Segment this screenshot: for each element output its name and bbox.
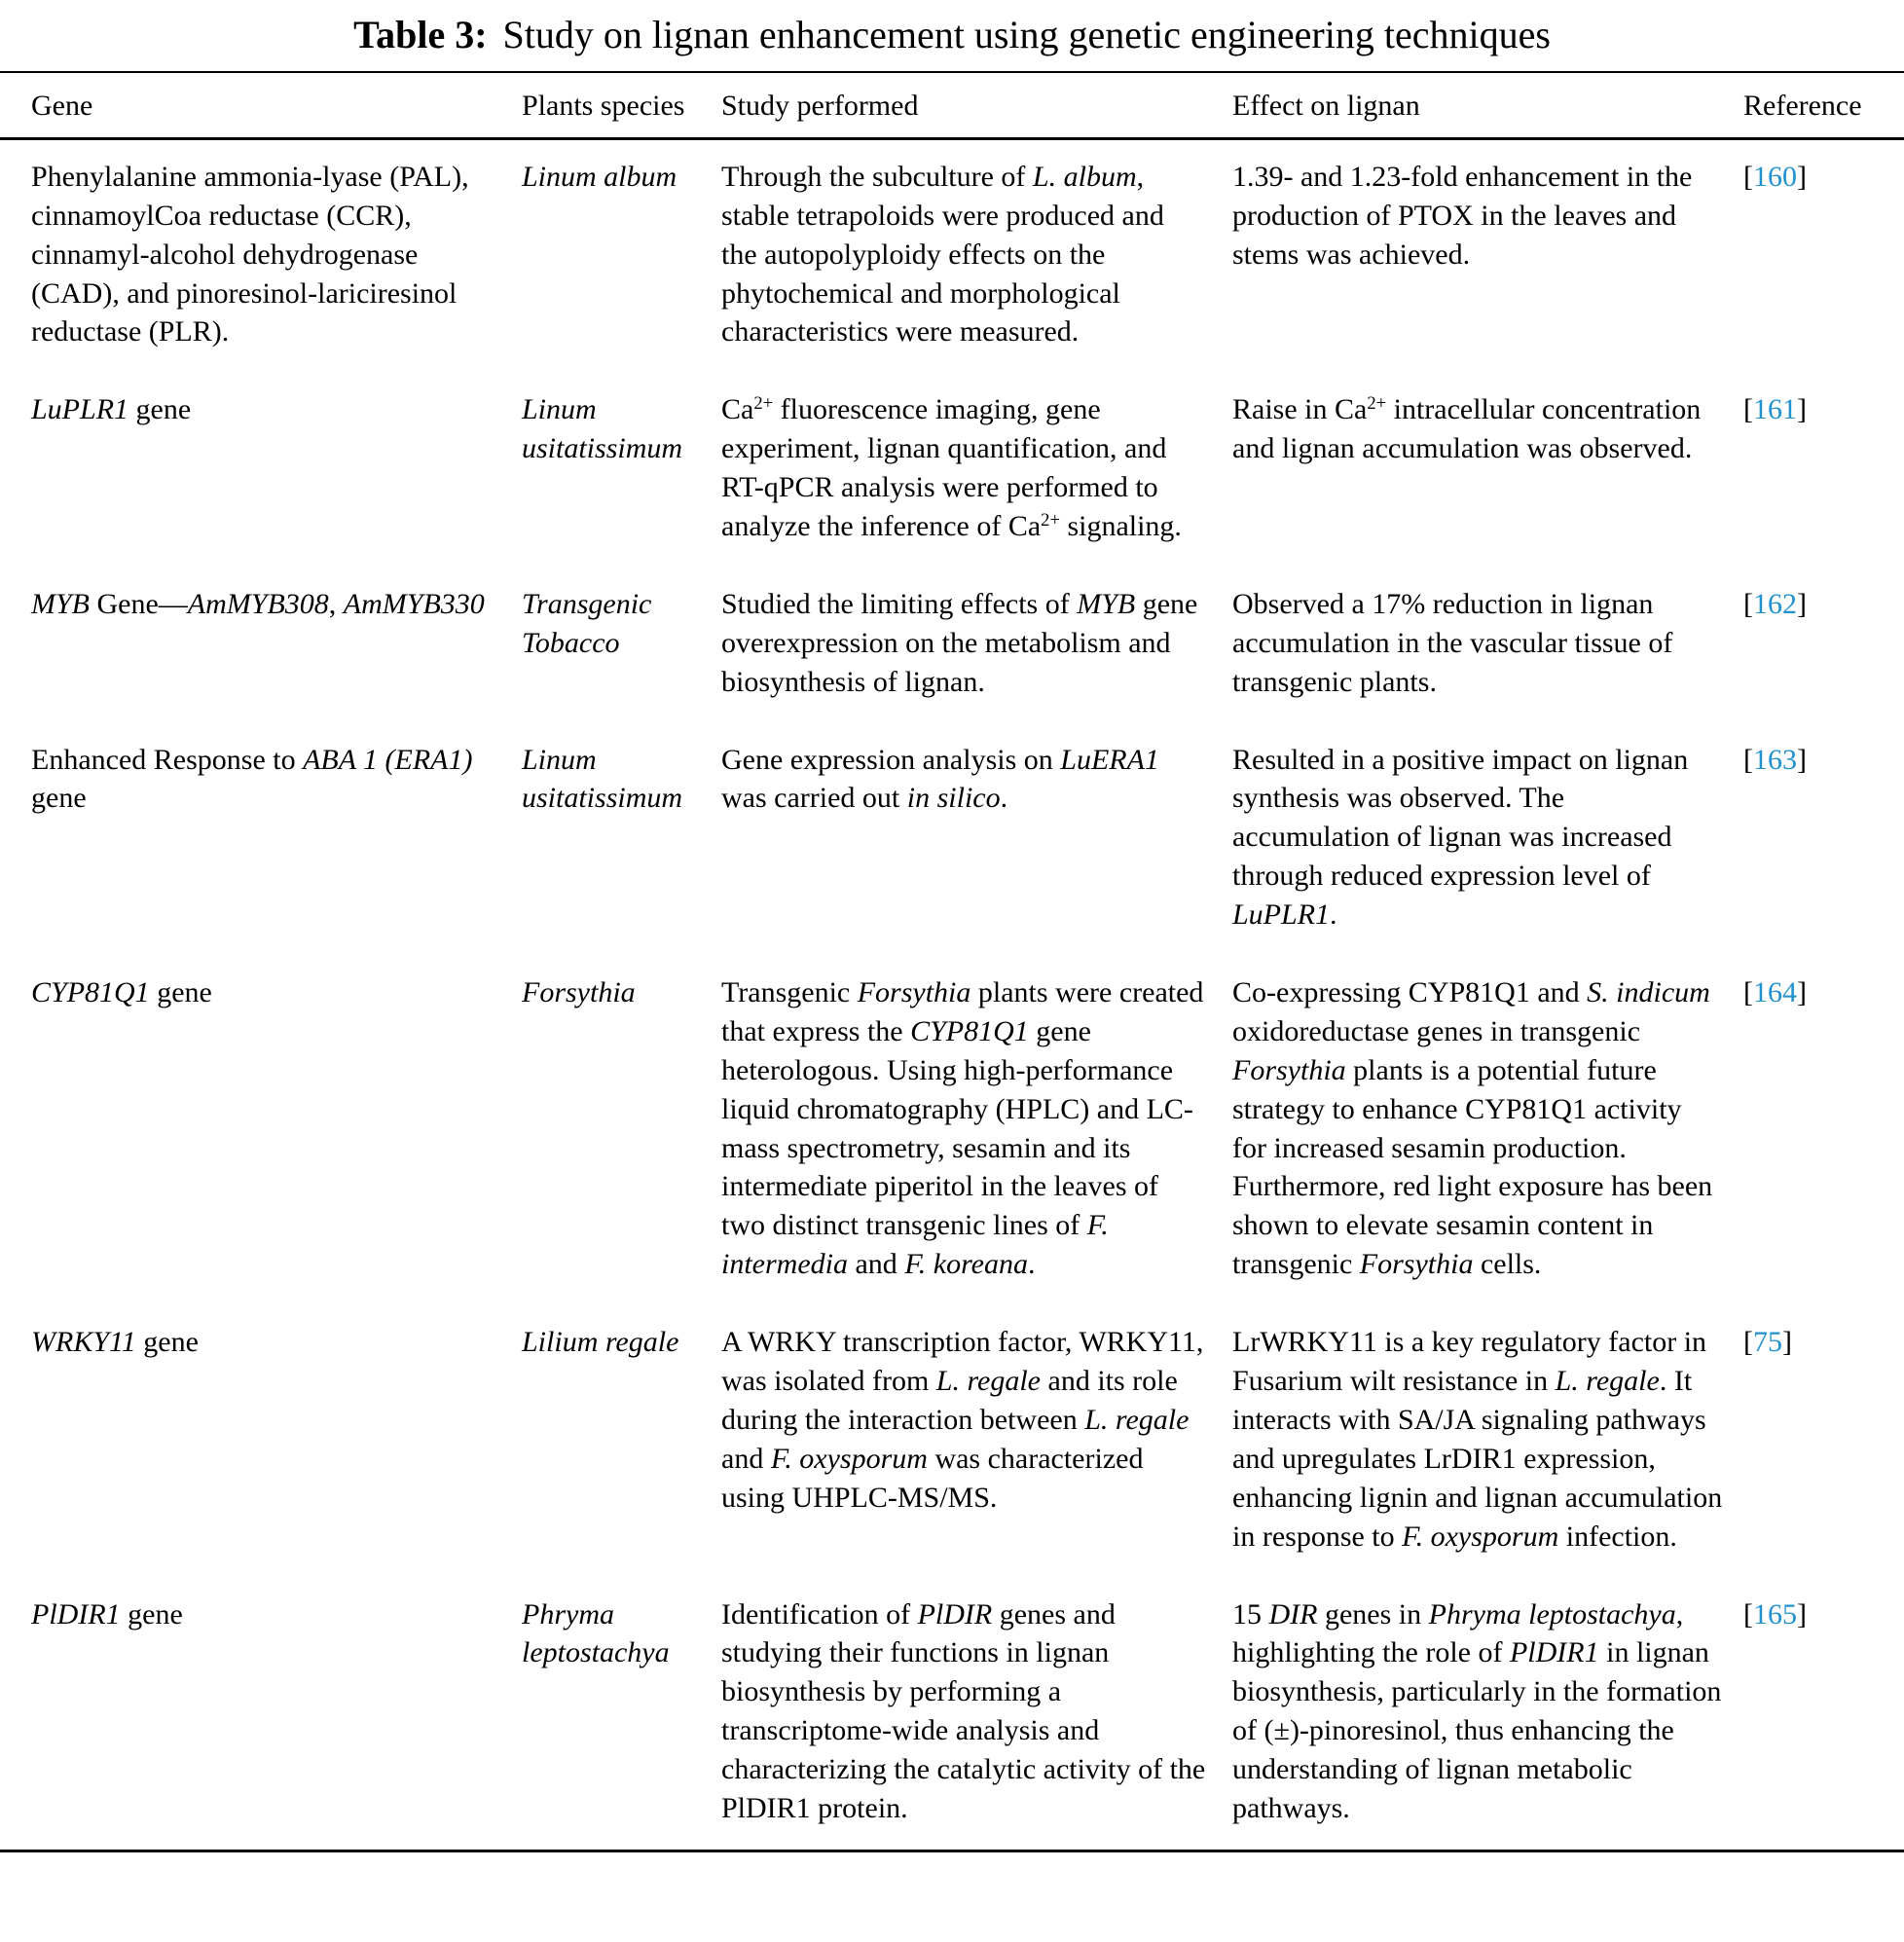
reference-link[interactable]: 165: [1753, 1597, 1797, 1631]
text-segment: Raise in Ca: [1232, 393, 1368, 426]
italic-text: Linum usitatissimum: [522, 743, 683, 815]
text-segment: gene: [31, 782, 87, 815]
italic-text: L. regale: [935, 1365, 1041, 1398]
italic-text: F. oxysporum: [1402, 1520, 1559, 1553]
study-cell: [720, 138, 1231, 373]
text-segment: .: [1027, 1248, 1036, 1281]
italic-text: Phryma leptostachya: [1428, 1597, 1676, 1631]
reference-cell: [1742, 723, 1904, 956]
text-segment: Resulted in a positive impact on lignan synthesis was observed. The accumulation of lignan was increased through reduced expression level of: [1232, 743, 1689, 893]
reference-cell: [1742, 138, 1904, 373]
text-segment: gene overexpression on the metabolism and biosynthesis of lignan.: [721, 587, 1198, 698]
reference-open-bracket: [: [1743, 587, 1753, 620]
italic-text: CYP81Q1: [31, 976, 150, 1009]
text-segment: 1.39- and 1.23-fold enhancement in the production of PTOX in the leaves and stems was achieved.: [1232, 160, 1693, 271]
text-segment: Studied the limiting effects of: [721, 587, 1078, 620]
italic-text: DIR: [1268, 1597, 1318, 1631]
gene-cell: [0, 373, 521, 568]
italic-text: S. indicum: [1587, 976, 1710, 1009]
italic-text: Phryma leptostachya: [522, 1597, 670, 1669]
italic-text: in silico: [906, 782, 1001, 815]
species-cell: [521, 956, 720, 1305]
effect-cell: [1231, 723, 1742, 956]
reference-link[interactable]: 162: [1753, 587, 1797, 620]
italic-text: F. oxysporum: [770, 1442, 928, 1475]
italic-text: AmMYB330: [343, 587, 485, 620]
italic-text: MYB: [31, 587, 90, 620]
column-header-plants-species: Plants species: [521, 72, 720, 138]
italic-text: LuPLR1: [31, 393, 129, 426]
reference-cell: [1742, 1578, 1904, 1851]
table-body: [0, 138, 1904, 1850]
text-segment: Transgenic: [721, 976, 858, 1009]
reference-link[interactable]: 164: [1753, 976, 1797, 1009]
gene-cell: [0, 568, 521, 723]
table-row: [0, 373, 1904, 568]
reference-open-bracket: [: [1743, 743, 1753, 776]
italic-text: L. regale: [1084, 1403, 1190, 1436]
superscript-text: 2+: [1367, 393, 1387, 415]
text-segment: Phenylalanine ammonia-lyase (PAL), cinnamoylCoa reductase (CCR), cinnamyl-alcohol dehydrogenase (CAD), and pinoresinol-lariciresinol reductase (PLR).: [31, 160, 469, 348]
reference-open-bracket: [: [1743, 976, 1753, 1009]
reference-close-bracket: ]: [1797, 743, 1807, 776]
text-segment: , highlighting the role of: [1232, 1597, 1684, 1669]
text-segment: Enhanced Response to: [31, 743, 304, 776]
reference-cell: [1742, 373, 1904, 568]
text-segment: in lignan biosynthesis, particularly in the formation of (±)-pinoresinol, thus enhancing the understanding of lignan metabolic pathways.: [1232, 1636, 1722, 1824]
italic-text: WRKY11: [31, 1326, 136, 1359]
text-segment: gene heterologous. Using high-performance liquid chromatography (HPLC) and LC-mass spectrometry, sesamin and its intermediate piperitol in the leaves of two distinct transgenic lines of: [721, 1014, 1193, 1242]
italic-text: MYB: [1077, 587, 1136, 620]
gene-cell: [0, 956, 521, 1305]
species-cell: [521, 568, 720, 723]
italic-text: Linum usitatissimum: [522, 393, 683, 465]
reference-link[interactable]: 160: [1753, 160, 1797, 193]
reference-close-bracket: ]: [1782, 1326, 1792, 1359]
text-segment: plants were created that express the: [721, 976, 1204, 1047]
text-segment: gene: [120, 1597, 183, 1631]
study-cell: [720, 723, 1231, 956]
reference-link[interactable]: 163: [1753, 743, 1797, 776]
italic-text: L. album: [1032, 160, 1137, 193]
gene-cell: [0, 138, 521, 373]
text-segment: plants is a potential future strategy to enhance CYP81Q1 activity for increased sesamin production. Furthermore, red light exposure has been shown to elevate sesamin content in transgenic: [1232, 1053, 1713, 1281]
reference-open-bracket: [: [1743, 1326, 1753, 1359]
italic-text: Forsythia: [1232, 1053, 1346, 1086]
column-header-effect-on-lignan: Effect on lignan: [1231, 72, 1742, 138]
effect-cell: [1231, 373, 1742, 568]
reference-link[interactable]: 75: [1753, 1326, 1782, 1359]
table-header: [0, 72, 1904, 138]
italic-text: Forsythia: [522, 976, 636, 1009]
species-cell: [521, 1578, 720, 1851]
reference-close-bracket: ]: [1797, 976, 1807, 1009]
column-header-reference: Reference: [1742, 72, 1904, 138]
reference-close-bracket: ]: [1797, 1597, 1807, 1631]
column-header-gene: Gene: [0, 72, 521, 138]
italic-text: Linum album: [522, 160, 677, 193]
reference-open-bracket: [: [1743, 160, 1753, 193]
effect-cell: [1231, 1578, 1742, 1851]
text-segment: A WRKY transcription factor, WRKY11, was isolated from: [721, 1326, 1204, 1398]
text-segment: Co-expressing CYP81Q1 and: [1232, 976, 1588, 1009]
study-cell: [720, 1578, 1231, 1851]
italic-text: LuERA1: [1060, 743, 1159, 776]
reference-open-bracket: [: [1743, 1597, 1753, 1631]
table-row: [0, 568, 1904, 723]
italic-text: PlDIR1: [31, 1597, 121, 1631]
reference-open-bracket: [: [1743, 393, 1753, 426]
species-cell: [521, 1305, 720, 1577]
table-row: [0, 1578, 1904, 1851]
lignan-study-table: [0, 71, 1904, 1852]
superscript-text: 2+: [753, 393, 774, 415]
reference-close-bracket: ]: [1797, 160, 1807, 193]
effect-cell: [1231, 956, 1742, 1305]
text-segment: ,: [328, 587, 344, 620]
reference-close-bracket: ]: [1797, 587, 1807, 620]
text-segment: gene: [135, 1326, 199, 1359]
table-title-label: Table 3:: [353, 13, 488, 56]
species-cell: [521, 138, 720, 373]
italic-text: L. regale: [1555, 1365, 1660, 1398]
italic-text: LuPLR1: [1232, 898, 1331, 932]
text-segment: and: [721, 1442, 771, 1475]
table-row: [0, 1305, 1904, 1577]
study-cell: [720, 373, 1231, 568]
text-segment: . It interacts with SA/JA signaling pathways and upregulates LrDIR1 expression, enhancing lignin and lignan accumulation in response to: [1232, 1365, 1723, 1553]
italic-text: Transgenic Tobacco: [522, 587, 652, 659]
text-segment: oxidoreductase genes in transgenic: [1232, 1014, 1641, 1047]
text-segment: 15: [1232, 1597, 1269, 1631]
text-segment: signaling.: [1059, 510, 1182, 543]
italic-text: Forsythia: [857, 976, 971, 1009]
table-row: [0, 956, 1904, 1305]
column-header-study-performed: Study performed: [720, 72, 1231, 138]
italic-text: F. koreana: [904, 1248, 1028, 1281]
reference-link[interactable]: 161: [1753, 393, 1797, 426]
text-segment: Observed a 17% reduction in lignan accumulation in the vascular tissue of transgenic plants.: [1232, 587, 1673, 698]
text-segment: infection.: [1558, 1520, 1677, 1553]
italic-text: F. intermedia: [721, 1209, 1109, 1281]
study-cell: [720, 568, 1231, 723]
text-segment: gene: [149, 976, 212, 1009]
study-cell: [720, 1305, 1231, 1577]
text-segment: and: [847, 1248, 905, 1281]
text-segment: gene: [128, 393, 192, 426]
text-segment: , stable tetrapoloids were produced and the autopolyploidy effects on the phytochemical and morphological characteristics were measured.: [721, 160, 1164, 348]
text-segment: intracellular concentration and lignan accumulation was observed.: [1232, 393, 1702, 465]
gene-cell: [0, 1305, 521, 1577]
text-segment: genes in: [1317, 1597, 1429, 1631]
text-segment: LrWRKY11 is a key regulatory factor in Fusarium wilt resistance in: [1232, 1326, 1707, 1398]
effect-cell: [1231, 1305, 1742, 1577]
table-title-text: Study on lignan enhancement using genetic engineering techniques: [502, 13, 1551, 56]
table-title: [0, 0, 1904, 71]
reference-cell: [1742, 956, 1904, 1305]
italic-text: CYP81Q1: [910, 1014, 1029, 1047]
effect-cell: [1231, 568, 1742, 723]
superscript-text: 2+: [1041, 509, 1060, 531]
text-segment: Gene expression analysis on: [721, 743, 1061, 776]
italic-text: Forsythia: [1359, 1248, 1474, 1281]
text-segment: was characterized using UHPLC-MS/MS.: [721, 1442, 1144, 1514]
gene-cell: [0, 723, 521, 956]
text-segment: Gene—: [90, 587, 188, 620]
italic-text: PlDIR: [917, 1597, 993, 1631]
reference-close-bracket: ]: [1797, 393, 1807, 426]
species-cell: [521, 373, 720, 568]
reference-cell: [1742, 1305, 1904, 1577]
reference-cell: [1742, 568, 1904, 723]
effect-cell: [1231, 138, 1742, 373]
header-row: [0, 72, 1904, 138]
gene-cell: [0, 1578, 521, 1851]
text-segment: cells.: [1473, 1248, 1542, 1281]
table-row: [0, 138, 1904, 373]
text-segment: .: [1330, 898, 1337, 932]
text-segment: and its role during the interaction between: [721, 1365, 1178, 1436]
species-cell: [521, 723, 720, 956]
text-segment: Identification of: [721, 1597, 918, 1631]
text-segment: Through the subculture of: [721, 160, 1033, 193]
text-segment: .: [1000, 782, 1008, 815]
italic-text: ABA 1 (ERA1): [303, 743, 473, 776]
italic-text: Lilium regale: [522, 1326, 679, 1359]
table-row: [0, 723, 1904, 956]
text-segment: was carried out: [721, 782, 907, 815]
text-segment: Ca: [721, 393, 754, 426]
text-segment: genes and studying their functions in lignan biosynthesis by performing a transcriptome-wide analysis and characterizing the catalytic activity of the PlDIR1 protein.: [721, 1597, 1206, 1824]
study-cell: [720, 956, 1231, 1305]
italic-text: PlDIR1: [1509, 1636, 1599, 1669]
italic-text: AmMYB308: [187, 587, 329, 620]
text-segment: fluorescence imaging, gene experiment, lignan quantification, and RT-qPCR analysis were performed to analyze the inference of Ca: [721, 393, 1167, 543]
